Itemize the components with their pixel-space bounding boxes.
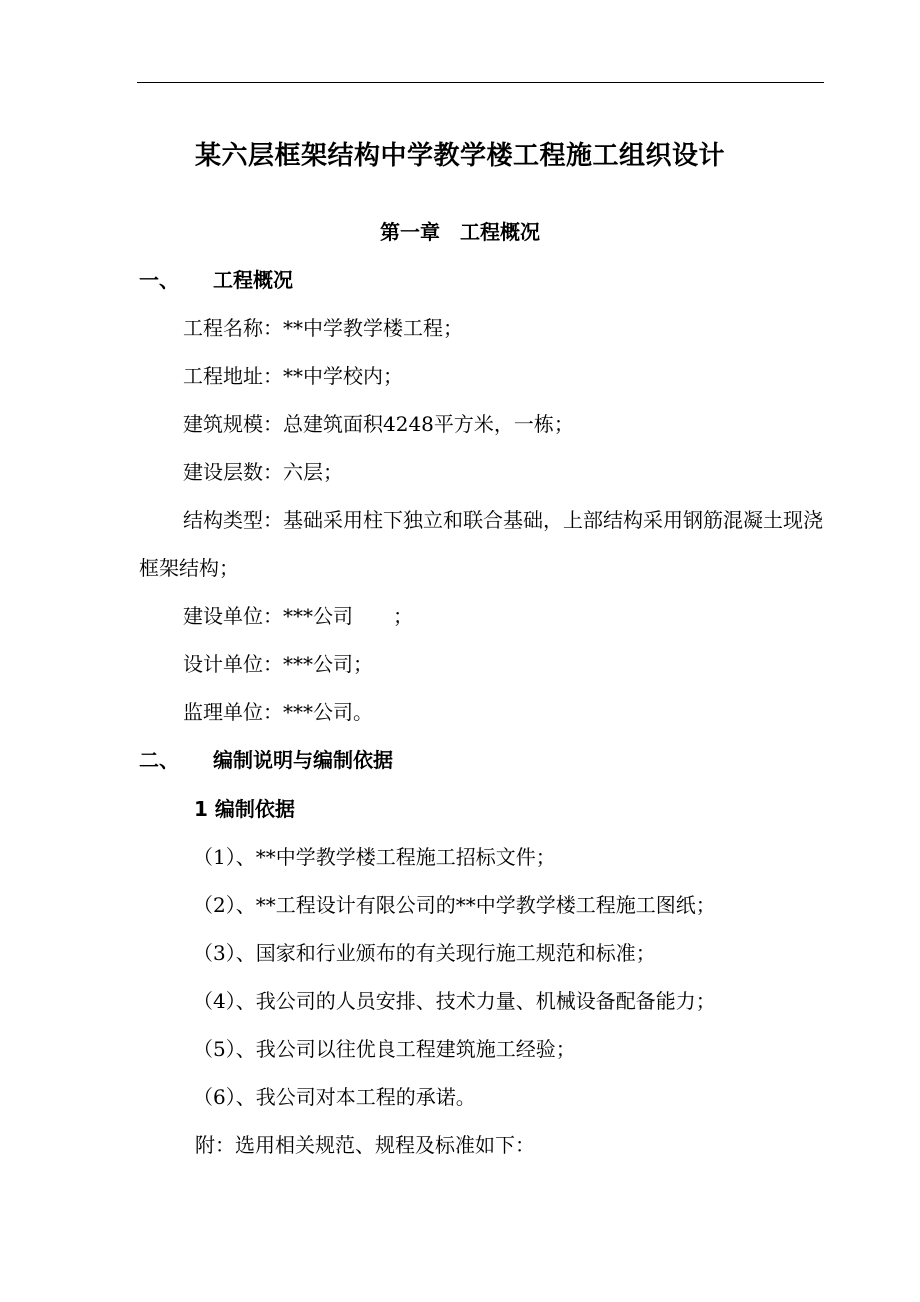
appendix-line: 附：选用相关规范、规程及标准如下： [195, 1133, 535, 1157]
section2-title: 编制说明与编制依据 [213, 748, 393, 772]
basis-item: （5）、我公司以往优良工程建筑施工经验； [193, 1037, 576, 1061]
subsection-heading: 1 编制依据 [194, 797, 295, 821]
document-title: 某六层框架结构中学教学楼工程施工组织设计 [194, 141, 725, 171]
chapter-heading: 第一章 工程概况 [380, 220, 540, 244]
section2-number: 二、 [139, 748, 179, 772]
section1-number: 一、 [139, 268, 179, 292]
basis-item: （2）、**工程设计有限公司的**中学教学楼工程施工图纸； [193, 893, 716, 917]
section1-heading [139, 268, 293, 292]
basis-item: （6）、我公司对本工程的承诺。 [193, 1085, 476, 1109]
client-unit-line: 建设单位：***公司 ； [183, 604, 413, 628]
section2-heading [139, 748, 393, 772]
supervision-unit-line: 监理单位：***公司。 [183, 700, 373, 724]
project-name-line: 工程名称：**中学教学楼工程； [183, 316, 463, 340]
structure-type-paragraph: 结构类型：基础采用柱下独立和联合基础，上部结构采用钢筋混凝土现浇框架结构； [139, 508, 823, 580]
floor-count-line: 建设层数：六层； [183, 460, 343, 484]
header-rule [137, 82, 824, 83]
project-address-line: 工程地址：**中学校内； [183, 364, 403, 388]
building-scale-line: 建筑规模：总建筑面积4248平方米，一栋； [183, 412, 574, 436]
basis-item: （1）、**中学教学楼工程施工招标文件； [193, 845, 556, 869]
section1-title: 工程概况 [213, 268, 293, 292]
basis-item: （4）、我公司的人员安排、技术力量、机械设备配备能力； [193, 989, 716, 1013]
design-unit-line: 设计单位：***公司； [183, 652, 373, 676]
basis-item: （3）、国家和行业颁布的有关现行施工规范和标准； [193, 941, 656, 965]
